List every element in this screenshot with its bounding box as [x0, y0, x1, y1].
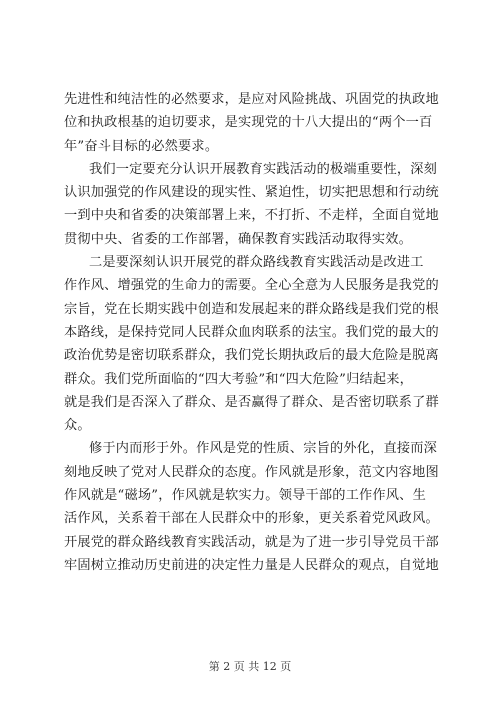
text-line: 先进性和纯洁性的必然要求，是应对风险挑战、巩固党的执政地 [64, 92, 439, 107]
text-line: 政治优势是密切联系群众，我们党长期执政后的最大危险是脱离 [64, 348, 439, 364]
text-line: 就是我们是否深入了群众、是否赢得了群众、是否密切联系了群 [64, 394, 439, 410]
text-line: 贯彻中央、省委的工作部署，确保教育实践活动取得实效。 [64, 231, 413, 247]
text-line: 修于内而形于外。作风是党的性质、宗旨的外化，直接而深 [89, 441, 438, 457]
text-line: 年”奋斗目标的必然要求。 [64, 138, 219, 154]
text-line: 二是要深刻认识开展党的群众路线教育实践活动是改进工 [89, 255, 424, 271]
text-line: 牢固树立推动历史前进的决定性力量是人民群众的观点，自觉地 [64, 557, 439, 573]
paragraph [64, 158, 439, 251]
text-line: 宗旨，党在长期实践中创造和发展起来的群众路线是我们党的根 [64, 301, 439, 317]
text-line: 活作风，关系着干部在人民群众中的形象，更关系着党风政风。 [64, 511, 439, 527]
text-line: 群众。我们党所面临的“四大考验”和“四大危险”归结起来， [64, 371, 414, 387]
text-line: 认识加强党的作风建设的现实性、紧迫性，切实把思想和行动统 [64, 185, 439, 201]
paragraph [64, 251, 439, 437]
text-line: 作作风、增强党的生命力的需要。全心全意为人民服务是我党的 [64, 278, 439, 294]
text-line: 刻地反映了党对人民群众的态度。作风就是形象，范文内容地图 [64, 464, 439, 480]
page-footer: 第 2 页 共 12 页 [208, 660, 292, 673]
paragraph [64, 88, 439, 158]
text-line: 我们一定要充分认识开展教育实践活动的极端重要性，深刻 [89, 161, 438, 177]
paragraph [64, 437, 439, 577]
document-body [64, 88, 439, 577]
text-line: 一到中央和省委的决策部署上来，不打折、不走样，全面自觉地 [64, 208, 439, 224]
text-line: 本路线，是保持党同人民群众血肉联系的法宝。我们党的最大的 [64, 324, 439, 340]
text-line: 开展党的群众路线教育实践活动，就是为了进一步引导党员干部 [64, 534, 439, 550]
text-line: 作风就是“磁场”，作风就是软实力。领导干部的工作作风、生 [64, 488, 426, 504]
text-line: 位和执政根基的迫切要求，是实现党的十八大提出的“两个一百 [64, 115, 433, 131]
text-line: 众。 [64, 418, 91, 434]
